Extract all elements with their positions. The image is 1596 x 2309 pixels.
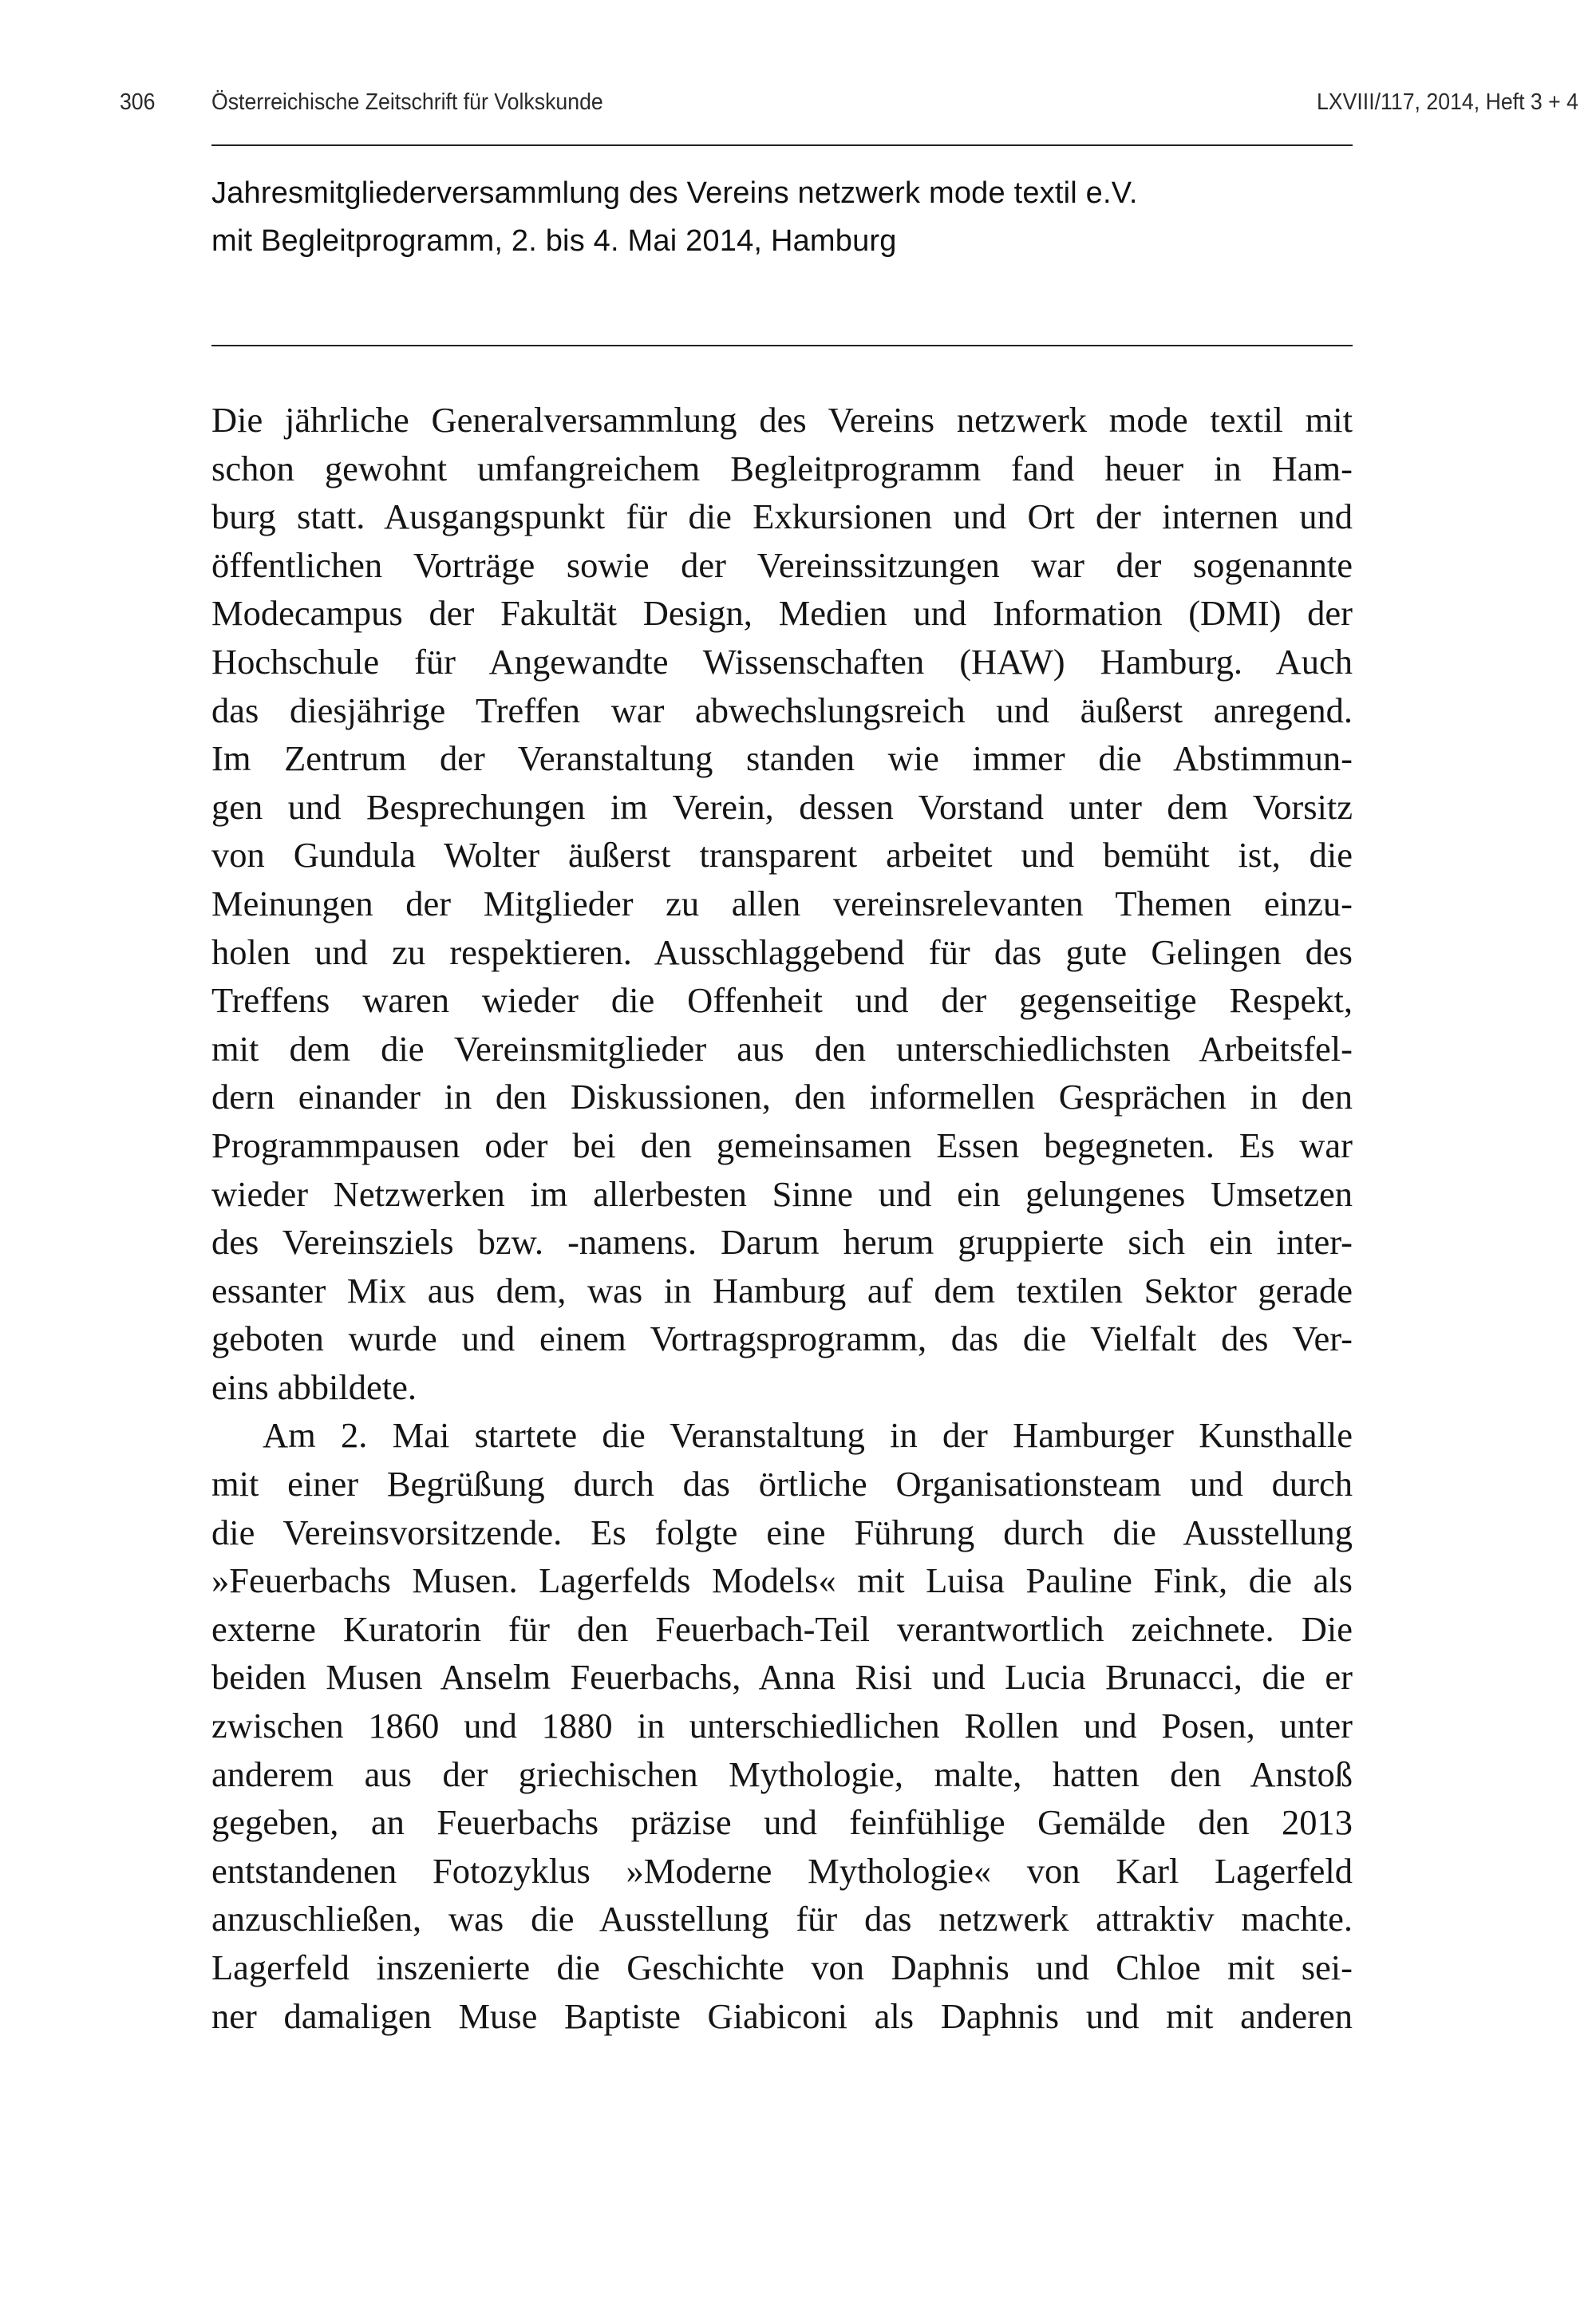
text-line: anderem aus der griechischen Mythologie, malte, hatten den Anstoß (211, 1753, 1353, 1794)
paragraph-1 (211, 396, 1353, 1411)
running-head (0, 89, 1578, 125)
text-line: externe Kuratorin für den Feuerbach-Teil verantwortlich zeichnete. Die (211, 1608, 1353, 1649)
header-rule (211, 144, 1353, 146)
text-line: Lagerfeld inszenierte die Geschichte von Daphnis und Chloe mit sei- (211, 1947, 1353, 1987)
text-line: wieder Netzwerken im allerbesten Sinne und ein gelungenes Umsetzen (211, 1173, 1353, 1214)
text-line: dern einander in den Diskussionen, den informellen Gesprächen in den (211, 1077, 1353, 1117)
issue-info: LXVIII/117, 2014, Heft 3 + 4 (1316, 89, 1578, 115)
text-line: Im Zentrum der Veranstaltung standen wie immer die Abstimmun- (211, 738, 1353, 779)
text-line: gegeben, an Feuerbachs präzise und feinfühlige Gemälde den 2013 (211, 1802, 1353, 1843)
journal-title: Österreichische Zeitschrift für Volkskunde (211, 89, 603, 115)
title-rule (211, 345, 1353, 346)
title-line: Jahresmitgliederversammlung des Vereins netzwerk mode textil e.V. (211, 176, 1138, 210)
text-line: des Vereinsziels bzw. -namens. Darum herum gruppierte sich ein inter- (211, 1222, 1353, 1263)
text-line: Treffens waren wieder die Offenheit und der gegenseitige Respekt, (211, 980, 1353, 1021)
text-line: essanter Mix aus dem, was in Hamburg auf dem textilen Sektor gerade (211, 1270, 1353, 1311)
text-line: mit einer Begrüßung durch das örtliche Organisationsteam und durch (211, 1464, 1353, 1504)
text-line: Die jährliche Generalversammlung des Vereins netzwerk mode textil mit (211, 400, 1353, 440)
text-line: holen und zu respektieren. Ausschlaggebend für das gute Gelingen des (211, 931, 1353, 972)
text-line: burg statt. Ausgangspunkt für die Exkursionen und Ort der internen und (211, 496, 1353, 537)
text-line: gen und Besprechungen im Verein, dessen Vorstand unter dem Vorsitz (211, 786, 1353, 827)
text-line: entstandenen Fotozyklus »Moderne Mythologie« von Karl Lagerfeld (211, 1850, 1353, 1891)
text-line: Am 2. Mai startete die Veranstaltung in der Hamburger Kunsthalle (263, 1415, 1353, 1456)
text-line: das diesjährige Treffen war abwechslungsreich und äußerst anregend. (211, 690, 1353, 730)
text-line: ner damaligen Muse Baptiste Giabiconi als Daphnis und mit anderen (211, 1995, 1353, 2036)
text-line: anzuschließen, was die Ausstellung für das netzwerk attraktiv machte. (211, 1899, 1353, 1939)
text-line: öffentlichen Vorträge sowie der Vereinssitzungen war der sogenannte (211, 544, 1353, 585)
text-line: schon gewohnt umfangreichem Begleitprogramm fand heuer in Ham- (211, 448, 1353, 488)
text-line: zwischen 1860 und 1880 in unterschiedlichen Rollen und Posen, unter (211, 1706, 1353, 1746)
text-line: Hochschule für Angewandte Wissenschaften (HAW) Hamburg. Auch (211, 641, 1353, 682)
paragraph-2 (211, 1411, 1353, 2040)
text-line: eins abbildete. (211, 1366, 417, 1407)
text-line: die Vereinsvorsitzende. Es folgte eine Führung durch die Ausstellung (211, 1512, 1353, 1552)
text-line: »Feuerbachs Musen. Lagerfelds Models« mit Luisa Pauline Fink, die als (211, 1560, 1353, 1601)
text-line: Programmpausen oder bei den gemeinsamen Essen begegneten. Es war (211, 1125, 1353, 1165)
text-line: mit dem die Vereinsmitglieder aus den unterschiedlichsten Arbeitsfel- (211, 1028, 1353, 1069)
text-line: geboten wurde und einem Vortragsprogramm, das die Vielfalt des Ver- (211, 1319, 1353, 1359)
text-line: beiden Musen Anselm Feuerbachs, Anna Risi und Lucia Brunacci, die er (211, 1657, 1353, 1698)
text-line: Modecampus der Fakultät Design, Medien und Information (DMI) der (211, 593, 1353, 634)
article-title (211, 169, 1353, 265)
text-line: Meinungen der Mitglieder zu allen vereinsrelevanten Themen einzu- (211, 883, 1353, 923)
article-body (211, 396, 1353, 2040)
page-number: 306 (119, 89, 156, 115)
text-line: von Gundula Wolter äußerst transparent arbeitet und bemüht ist, die (211, 835, 1353, 876)
title-line: mit Begleitprogramm, 2. bis 4. Mai 2014, Hamburg (211, 224, 897, 258)
